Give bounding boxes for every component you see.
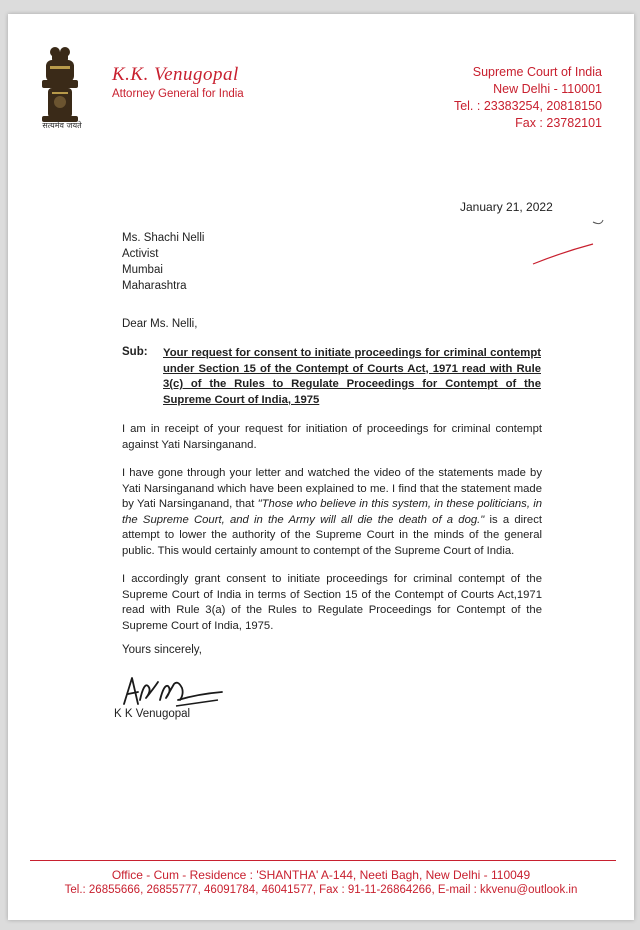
subject-text: Your request for consent to initiate proceedings for criminal contempt under Section 15 of the Contempt of Courts Act, 1971 read with Rule 3(c) of the Rules to Regulate Proceedings for Contempt of the Supreme Court of India, 1975 — [163, 347, 541, 406]
letter-date: January 21, 2022 — [460, 200, 553, 214]
closing: Yours sincerely, — [122, 644, 202, 656]
footer-divider — [30, 860, 616, 861]
paragraph-text: I have gone through your letter and watched the video of the statements made by Yati Narsinganand which have been explained to me. I find that the statement made by Yati Narsinganand, that — [122, 467, 542, 511]
address-line: Fax : 23782101 — [515, 116, 602, 130]
letterhead-name: K.K. Venugopal — [112, 64, 239, 85]
paragraph-text: is a direct attempt to lower the authority of the Supreme Court in the minds of the general public. This would certainly amount to contempt of the Supreme Court of India. — [122, 513, 542, 557]
footer-contact: Tel.: 26855666, 26855777, 46091784, 46041577, Fax : 91-11-26864266, E-mail : kkvenu@outlook.in — [64, 884, 578, 896]
recipient-line: Ms. Shachi Nelli — [122, 232, 205, 244]
salutation: Dear Ms. Nelli, — [122, 318, 198, 330]
letterhead-designation: Attorney General for India — [112, 88, 244, 100]
handwritten-signature — [118, 664, 228, 714]
body-paragraph-3: I accordingly grant consent to initiate proceedings for criminal contempt of the Supreme Court of India in terms of Section 15 of the Contempt of Courts Act,1971 read with Rule 3(a) of the Rules to Regulate Proceedings for Contempt of the Supreme Court of India, 1975. — [122, 573, 542, 632]
body-paragraph-1: I am in receipt of your request for initiation of proceedings for criminal contempt against Yati Narsinganand. — [122, 423, 542, 451]
quoted-statement: "Those who believe in this system, in these politicians, in the Supreme Court, and in the Army will all die the death of a dog." — [122, 498, 542, 526]
margin-pen-stroke-icon — [523, 214, 623, 274]
recipient-line: Activist — [122, 248, 159, 260]
address-line: Tel. : 23383254, 20818150 — [453, 99, 602, 113]
address-line: Supreme Court of India — [472, 65, 602, 79]
footer-office-address: Office - Cum - Residence : 'SHANTHA' A-144, Neeti Bagh, New Delhi - 110049 — [111, 868, 531, 882]
recipient-address — [122, 230, 204, 294]
letterhead-address — [454, 64, 602, 132]
recipient-line: Mumbai — [122, 264, 163, 276]
signer-name: K K Venugopal — [114, 708, 191, 720]
emblem-motto: सत्यमेव जयते — [42, 121, 82, 130]
body-paragraph-2 — [122, 466, 542, 560]
recipient-line: Maharashtra — [122, 280, 187, 292]
letter-page — [8, 14, 634, 920]
address-line: New Delhi - 110001 — [493, 82, 602, 96]
subject-label: Sub: — [122, 346, 148, 358]
